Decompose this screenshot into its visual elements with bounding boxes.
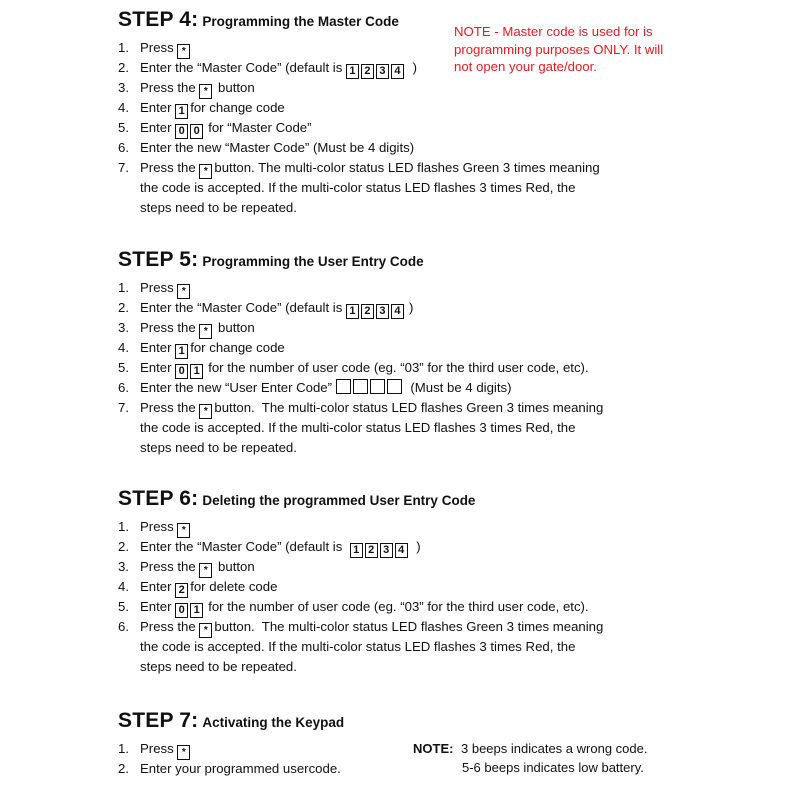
digit-key-icon: 3 [376,304,389,319]
instruction-text-segment: button [214,559,255,574]
instruction-number: 1. [118,280,129,295]
instruction-item [118,597,678,617]
digit-key-icon: 1 [346,304,359,319]
instruction-number: 4. [118,579,129,594]
digit-key-icon: 1 [350,543,363,558]
instruction-line [140,657,678,677]
instruction-text-segment: for delete code [190,579,278,594]
instruction-text-segment: Enter [140,340,176,355]
digit-key-icon: 0 [175,124,188,139]
instruction-text-segment: button. The multi-color status LED flashes Green 3 times meaning [214,160,600,175]
instruction-text [140,378,678,398]
instruction-text-segment: Enter the new “User Enter Code” [140,380,336,395]
instruction-line [140,78,678,98]
instruction-number: 3. [118,559,129,574]
instruction-text-segment: Enter [140,579,176,594]
instruction-text-segment: (Must be 4 digits) [406,380,512,395]
digit-key-icon: 3 [380,543,393,558]
instruction-text [140,398,678,458]
instruction-text-segment: for the number of user code (eg. “03” for the third user code, etc). [208,360,589,375]
instruction-text-segment: steps need to be repeated. [140,200,297,215]
instruction-text-segment: button [214,80,255,95]
star-key-icon: * [199,84,212,99]
step-label: STEP 5: [118,248,199,271]
instruction-number: 1. [118,519,129,534]
instruction-number: 6. [118,140,129,155]
instruction-number: 3. [118,80,129,95]
blank-key-icon [387,379,402,394]
key-sequence [175,597,205,618]
instruction-text-segment: Enter [140,360,176,375]
instruction-line [140,557,678,577]
instruction-text [140,278,678,298]
instruction-text-segment: Press [140,741,178,756]
digit-key-icon: 1 [190,603,203,618]
instruction-item [118,557,678,577]
key-sequence [346,58,406,79]
instruction-item [118,278,678,298]
star-key-icon: * [177,284,190,299]
digit-key-icon: 2 [361,64,374,79]
instruction-text-segment: for the number of user code (eg. “03” for the third user code, etc). [208,599,589,614]
instruction-number: 4. [118,340,129,355]
instruction-item [118,617,678,677]
instruction-line [140,98,678,118]
instruction-text-segment: Press the [140,559,200,574]
beep-note-label: NOTE: [413,741,454,756]
digit-key-icon: 2 [361,304,374,319]
step-title: Deleting the programmed User Entry Code [202,493,476,508]
instruction-text-segment: for “Master Code” [208,120,312,135]
instruction-line [140,597,678,617]
instruction-line [140,617,678,637]
instruction-number: 5. [118,120,129,135]
instruction-item [118,98,678,118]
star-key-icon: * [199,324,212,339]
instruction-number: 3. [118,320,129,335]
digit-key-icon: 0 [175,364,188,379]
instruction-text-segment: button. The multi-color status LED flashes Green 3 times meaning [214,619,604,634]
instruction-text-segment: Enter your programmed usercode. [140,761,341,776]
instruction-text-segment: Press [140,519,178,534]
digit-key-icon: 1 [175,344,188,359]
instruction-item [118,378,678,398]
step-title: Activating the Keypad [202,715,345,730]
instruction-number: 7. [118,400,129,415]
digit-key-icon: 1 [190,364,203,379]
instruction-text-segment: button [214,320,255,335]
instruction-number: 1. [118,741,129,756]
instruction-number: 5. [118,599,129,614]
instruction-text [140,298,678,318]
step-label: STEP 7: [118,709,199,732]
digit-key-icon: 4 [395,543,408,558]
instruction-text-segment: Enter [140,599,176,614]
instruction-text [140,577,678,597]
instruction-text [140,537,678,557]
instruction-text-segment: the code is accepted. If the multi-color status LED flashes 3 times Red, the [140,420,576,435]
instruction-text-segment: Enter [140,120,176,135]
instruction-text-segment: the code is accepted. If the multi-color status LED flashes 3 times Red, the [140,180,576,195]
instruction-text-segment: Press the [140,400,200,415]
instruction-text [140,118,678,138]
step-heading [118,487,678,515]
instruction-text [140,318,678,338]
step-title: Programming the Master Code [202,14,399,29]
instruction-number: 5. [118,360,129,375]
digit-key-icon: 0 [190,124,203,139]
instruction-line [140,418,678,438]
instruction-number: 4. [118,100,129,115]
digit-key-icon: 4 [391,64,404,79]
digit-key-icon: 1 [175,104,188,119]
instruction-item [118,398,678,458]
blank-key-icon [336,379,351,394]
instruction-text-segment: Press the [140,160,200,175]
instruction-text-segment: Press [140,280,178,295]
instruction-text-segment: Enter the “Master Code” (default is [140,60,346,75]
instruction-item [118,78,678,98]
instruction-item [118,338,678,358]
instruction-line [140,378,678,398]
instruction-text-segment: steps need to be repeated. [140,440,297,455]
instruction-text-segment: Enter the “Master Code” (default is [140,300,346,315]
beep-note [413,739,647,777]
step-label: STEP 4: [118,8,199,31]
instruction-text [140,597,678,617]
instruction-text-segment: ) [408,300,414,315]
instruction-item [118,298,678,318]
instruction-text-segment: ) [408,60,418,75]
key-sequence [336,378,404,398]
instruction-text-segment: ) [412,539,421,554]
step-title: Programming the User Entry Code [202,254,424,269]
instruction-item [118,158,678,218]
instruction-number: 6. [118,380,129,395]
instruction-item [118,577,678,597]
instruction-text-segment: the code is accepted. If the multi-color status LED flashes 3 times Red, the [140,639,576,654]
instruction-text [140,517,678,537]
star-key-icon: * [199,404,212,419]
instruction-text [140,557,678,577]
instruction-line [140,637,678,657]
instruction-line [140,438,678,458]
instruction-text-segment: for change code [190,100,285,115]
instruction-text-segment: Enter the “Master Code” (default is [140,539,350,554]
instruction-text-segment: Press the [140,619,200,634]
digit-key-icon: 1 [346,64,359,79]
instruction-text [140,358,678,378]
instruction-item [118,517,678,537]
instruction-line [140,398,678,418]
key-sequence [346,298,406,319]
star-key-icon: * [199,623,212,638]
instruction-line [140,138,678,158]
instruction-list [118,517,678,677]
star-key-icon: * [199,164,212,179]
instruction-number: 2. [118,539,129,554]
star-key-icon: * [177,523,190,538]
instruction-line [140,338,678,358]
instruction-number: 6. [118,619,129,634]
digit-key-icon: 3 [376,64,389,79]
instruction-text-segment: Press [140,40,178,55]
key-sequence [175,358,205,379]
instruction-text-segment: Press the [140,80,200,95]
instruction-item [118,358,678,378]
instruction-number: 2. [118,60,129,75]
star-key-icon: * [177,745,190,760]
key-sequence [350,537,410,558]
instruction-text-segment: button. The multi-color status LED flashes Green 3 times meaning [214,400,604,415]
beep-note-line-2: 5-6 beeps indicates low battery. [462,760,644,775]
beep-note-line-1: 3 beeps indicates a wrong code. [461,741,648,756]
instruction-line [140,178,678,198]
instruction-item [118,118,678,138]
instruction-number: 2. [118,761,129,776]
instruction-number: 2. [118,300,129,315]
instruction-text-segment: Enter the new “Master Code” (Must be 4 digits) [140,140,415,155]
instruction-number: 1. [118,40,129,55]
instruction-line [140,318,678,338]
instruction-text [140,338,678,358]
star-key-icon: * [177,44,190,59]
instruction-number: 7. [118,160,129,175]
instruction-item [118,318,678,338]
step-5-section [118,248,678,458]
instruction-text [140,78,678,98]
instruction-line [140,118,678,138]
instruction-item [118,138,678,158]
instruction-list [118,278,678,458]
instruction-text [140,158,678,218]
instruction-line [140,517,678,537]
instruction-line [140,577,678,597]
key-sequence [175,118,205,139]
instruction-line [140,198,678,218]
instruction-line [140,537,678,557]
digit-key-icon: 2 [365,543,378,558]
instruction-text [140,138,678,158]
instruction-text [140,98,678,118]
step-6-section [118,487,678,677]
digit-key-icon: 4 [391,304,404,319]
instruction-text-segment: steps need to be repeated. [140,659,297,674]
master-code-note: NOTE - Master code is used for is programming purposes ONLY. It will not open your gate/door. [454,24,664,74]
digit-key-icon: 0 [175,603,188,618]
digit-key-icon: 2 [175,583,188,598]
blank-key-icon [353,379,368,394]
instruction-text-segment: for change code [190,340,285,355]
instruction-line [140,358,678,378]
instruction-line [140,158,678,178]
step-label: STEP 6: [118,487,199,510]
instruction-line [140,298,678,318]
instruction-text [140,617,678,677]
step-heading [118,248,678,276]
instruction-item [118,537,678,557]
instruction-text-segment: Press the [140,320,200,335]
blank-key-icon [370,379,385,394]
instruction-text-segment: Enter [140,100,176,115]
step-heading [118,709,678,737]
instruction-line [140,278,678,298]
star-key-icon: * [199,563,212,578]
